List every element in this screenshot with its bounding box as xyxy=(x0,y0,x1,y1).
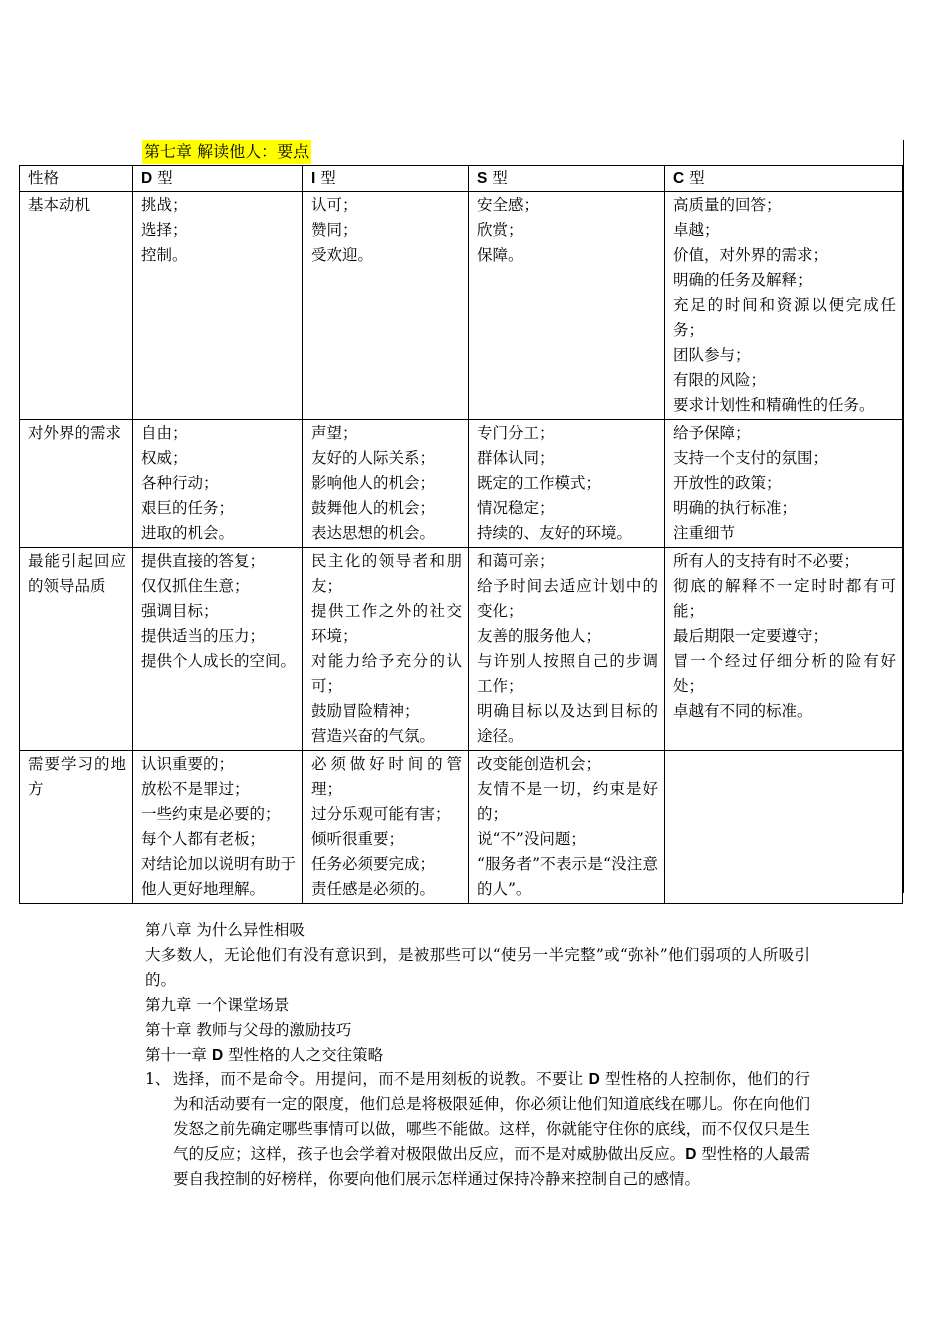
cell-s-type xyxy=(469,420,665,548)
cell-line: 过分乐观可能有害； xyxy=(311,805,451,823)
cell-line: 对结论加以说明有助于他人更好地理解。 xyxy=(141,855,297,898)
cell-line: 明确的执行标准； xyxy=(673,499,798,517)
personality-table xyxy=(19,165,903,904)
cell-s-type xyxy=(469,751,665,904)
cell-line: 自由； xyxy=(141,424,188,442)
cell-line: 团队参与； xyxy=(673,346,751,364)
cell-line: 友善的服务他人； xyxy=(477,627,602,645)
cell-line: 安全感； xyxy=(477,196,540,214)
list-item xyxy=(145,1067,810,1192)
table-row xyxy=(20,192,903,420)
cell-d-type xyxy=(133,548,303,751)
cell-line: 持续的、友好的环境。 xyxy=(477,524,633,542)
cell-c-type xyxy=(665,548,903,751)
cell-line: 赞同； xyxy=(311,221,358,239)
cell-line: 所有人的支持有时不必要； xyxy=(673,552,860,570)
cell-s-type xyxy=(469,548,665,751)
cell-line: 要求计划性和精确性的任务。 xyxy=(673,396,875,414)
cell-line: 与许别人按照自己的步调工作； xyxy=(477,652,658,695)
chapter7-title: 第七章 解读他人：要点 xyxy=(142,140,311,164)
cell-line: 任务必须要完成； xyxy=(311,855,436,873)
chapter9-title: 第九章 一个课堂场景 xyxy=(145,996,290,1014)
table-header-row xyxy=(20,166,903,192)
cell-line: 有限的风险； xyxy=(673,371,767,389)
cell-line: 营造兴奋的气氛。 xyxy=(311,727,436,745)
row-label: 最能引起回应的领导品质 xyxy=(20,548,133,751)
cell-c-type xyxy=(665,420,903,548)
cell-line: 给予保障； xyxy=(673,424,751,442)
cell-i-type xyxy=(303,751,469,904)
cell-line: 和蔼可亲； xyxy=(477,552,555,570)
cell-line: 充足的时间和资源以便完成任务； xyxy=(673,296,896,339)
cell-line: 影响他人的机会； xyxy=(311,474,436,492)
cell-line: 给予时间去适应计划中的变化； xyxy=(477,577,658,620)
cell-line: “服务者”不表示是“没注意的人”。 xyxy=(477,855,658,898)
header-s-type: S 型 xyxy=(469,166,665,192)
header-c-type: C 型 xyxy=(665,166,903,192)
cell-line: 友情不是一切，约束是好的； xyxy=(477,780,658,823)
cell-line: 最后期限一定要遵守； xyxy=(673,627,829,645)
cell-line: 支持一个支付的氛围； xyxy=(673,449,829,467)
cell-line: 改变能创造机会； xyxy=(477,755,602,773)
cell-c-type xyxy=(665,751,903,904)
page-right-rule xyxy=(903,140,904,893)
cell-d-type xyxy=(133,751,303,904)
cell-line: 彻底的解释不一定时时都有可能； xyxy=(673,577,896,620)
cell-line: 提供工作之外的社交环境； xyxy=(311,602,462,645)
cell-line: 注重细节 xyxy=(673,524,736,542)
table-row xyxy=(20,751,903,904)
cell-line: 对能力给予充分的认可； xyxy=(311,652,462,695)
cell-d-type xyxy=(133,192,303,420)
cell-line: 必须做好时间的管理； xyxy=(311,755,462,798)
cell-line: 情况稳定； xyxy=(477,499,555,517)
cell-s-type xyxy=(469,192,665,420)
cell-line: 价值，对外界的需求； xyxy=(673,246,829,264)
cell-line: 每个人都有老板； xyxy=(141,830,266,848)
list-item-number: 1、 xyxy=(145,1070,171,1088)
cell-line: 强调目标； xyxy=(141,602,219,620)
cell-line: 专门分工； xyxy=(477,424,555,442)
cell-i-type xyxy=(303,420,469,548)
cell-line: 一些约束是必要的； xyxy=(141,805,281,823)
cell-line: 鼓舞他人的机会； xyxy=(311,499,436,517)
cell-line: 权威； xyxy=(141,449,188,467)
cell-line: 表达思想的机会。 xyxy=(311,524,436,542)
cell-line: 放松不是罪过； xyxy=(141,780,250,798)
cell-line: 保障。 xyxy=(477,246,524,264)
chapter11-title: 第十一章 D 型性格的人之交往策略 xyxy=(145,1046,384,1064)
cell-line: 明确目标以及达到目标的途径。 xyxy=(477,702,658,745)
cell-line: 说“不”没问题； xyxy=(477,830,586,848)
cell-line: 声望； xyxy=(311,424,358,442)
cell-line: 受欢迎。 xyxy=(311,246,374,264)
cell-c-type xyxy=(665,192,903,420)
cell-line: 友好的人际关系； xyxy=(311,449,436,467)
cell-line: 进取的机会。 xyxy=(141,524,235,542)
table-row xyxy=(20,548,903,751)
cell-line: 提供直接的答复； xyxy=(141,552,266,570)
cell-line: 艰巨的任务； xyxy=(141,499,235,517)
cell-line: 欣赏； xyxy=(477,221,524,239)
list-item-text: 选择，而不是命令。用提问，而不是用刻板的说教。不要让 D 型性格的人控制你，他们的行为和活动要有一定的限度，他们总是将极限延伸，你必须让他们知道底线在哪儿。你在向他们发怒之前先确定哪些事情可以做，哪些不能做。这样，你就能守住你的底线，而不仅仅只是生气的反应；这样，孩子也会学着对极限做出反应，而不是对威胁做出反应。D 型性格的人最需要自我控制的好榜样，你要向他们展示怎样通过保持冷静来控制自己的感情。 xyxy=(173,1070,810,1188)
table-row xyxy=(20,420,903,548)
chapter8-body: 大多数人，无论他们有没有意识到，是被那些可以“使另一半完整”或“弥补”他们弱项的人所吸引的。 xyxy=(145,946,810,989)
cell-line: 认可； xyxy=(311,196,358,214)
cell-line: 认识重要的； xyxy=(141,755,235,773)
row-label: 对外界的需求 xyxy=(20,420,133,548)
cell-line: 倾听很重要； xyxy=(311,830,405,848)
cell-line: 明确的任务及解释； xyxy=(673,271,813,289)
cell-line: 挑战； xyxy=(141,196,188,214)
cell-line: 提供个人成长的空间。 xyxy=(141,652,297,670)
header-d-type: D 型 xyxy=(133,166,303,192)
cell-line: 开放性的政策； xyxy=(673,474,782,492)
cell-line: 选择； xyxy=(141,221,188,239)
cell-line: 卓越； xyxy=(673,221,720,239)
cell-d-type xyxy=(133,420,303,548)
chapter8-title: 第八章 为什么异性相吸 xyxy=(145,921,305,939)
header-i-type: I 型 xyxy=(303,166,469,192)
cell-line: 仅仅抓住生意； xyxy=(141,577,250,595)
header-trait: 性格 xyxy=(20,166,133,192)
cell-line: 责任感是必须的。 xyxy=(311,880,436,898)
row-label: 需要学习的地方 xyxy=(20,751,133,904)
cell-line: 冒一个经过仔细分析的险有好处； xyxy=(673,652,896,695)
cell-line: 卓越有不同的标准。 xyxy=(673,702,813,720)
cell-line: 既定的工作模式； xyxy=(477,474,602,492)
cell-i-type xyxy=(303,548,469,751)
cell-line: 鼓励冒险精神； xyxy=(311,702,420,720)
cell-line: 群体认同； xyxy=(477,449,555,467)
cell-line: 高质量的回答； xyxy=(673,196,782,214)
row-label: 基本动机 xyxy=(20,192,133,420)
cell-i-type xyxy=(303,192,469,420)
cell-line: 民主化的领导者和朋友； xyxy=(311,552,462,595)
cell-line: 各种行动； xyxy=(141,474,219,492)
cell-line: 控制。 xyxy=(141,246,188,264)
cell-line: 提供适当的压力； xyxy=(141,627,266,645)
chapter10-title: 第十章 教师与父母的激励技巧 xyxy=(145,1021,352,1039)
